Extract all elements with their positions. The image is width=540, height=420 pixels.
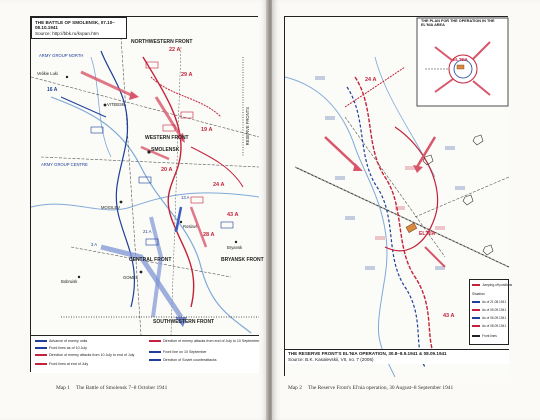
caption-text: The Reserve Front's El'nia operation, 30 August–8 September 1941: [307, 385, 454, 391]
city-velikie-luki: Velikie Luki: [37, 71, 58, 76]
right-page: [272, 0, 540, 420]
label-southwestern-front: SOUTHWESTERN FRONT: [153, 319, 215, 325]
label-western-front: WESTERN FRONT: [145, 135, 189, 141]
label-13-army: 13 A: [181, 195, 190, 200]
city-smolensk: SMOLENSK: [151, 147, 180, 153]
map-title-box: [31, 17, 127, 39]
legend-item: Direction of Soviet counterattacks: [149, 358, 217, 362]
legend-item: Front lines: [472, 334, 497, 338]
label-army-group-centre: ARMY GROUP CENTRE: [41, 162, 88, 167]
map-legend: [31, 335, 259, 373]
label-43-army: 43 A: [227, 212, 239, 218]
label-24-army: 24 A: [213, 182, 225, 188]
legend-item: Jumping-off positions: [472, 283, 512, 287]
map-title: THE BATTLE OF SMOLENSK, 07.10–08.10.1941: [35, 19, 115, 31]
inset-title: THE PLAN FOR THE OPERATION IN THE EL'NIA AREA: [421, 19, 495, 27]
map-title-box: [285, 349, 509, 364]
city-bryansk: Bryansk: [227, 245, 243, 250]
label-24-army: 24 A: [365, 77, 377, 83]
smolensk-map: [30, 16, 264, 372]
smolensk-map-graphic: [31, 17, 259, 335]
legend-item: As of 06.09.1941: [472, 316, 506, 320]
map-source: Source: B.K. Kasalevskii, VII, no. 7 (2006): [288, 357, 374, 362]
label-20-army: 20 A: [161, 167, 173, 173]
caption-number: Map 1: [56, 385, 70, 391]
label-28-army: 28 A: [203, 232, 215, 238]
legend-item: Direction of enemy attacks from 10 July to end of July: [35, 353, 134, 357]
label-43-army: 43 A: [443, 313, 455, 319]
map-title: THE RESERVE FRONT'S EL'NIA OPERATION, 30.8–8.9.1941 & 08.09.1941: [288, 351, 447, 356]
left-page: [0, 0, 268, 420]
caption-number: Map 2: [288, 385, 302, 391]
label-16-army: 16 A: [47, 87, 58, 93]
label-elnia-inset: EL'NIA: [453, 57, 468, 62]
elnia-legend: [469, 279, 513, 345]
label-northwestern-front: NORTHWESTERN FRONT: [131, 39, 193, 45]
city-bobruisk: Bobruisk: [61, 279, 78, 284]
label-29-army: 29 A: [181, 72, 193, 78]
label-central-front: CENTRAL FRONT: [129, 257, 172, 263]
label-bryansk-front: BRYANSK FRONT: [221, 257, 264, 263]
elnia-map: [284, 16, 513, 376]
legend-item: Front line on 10 September: [149, 350, 207, 354]
map-caption: [56, 385, 167, 391]
label-army-group-north: ARMY GROUP NORTH: [39, 53, 84, 58]
label-19-army: 19 A: [201, 127, 213, 133]
label-22-army: 22 A: [169, 47, 181, 53]
legend-item: Direction of enemy attacks from end of July to 10 September: [149, 339, 259, 343]
legend-item: As of 21.08.1941: [472, 300, 506, 304]
legend-item: Advance of enemy units: [35, 339, 87, 343]
label-reserve-fronts: RESERVE FRONTS: [245, 107, 250, 146]
city-vitebsk: VITEBSK: [107, 102, 125, 107]
label-3-army: 3 A: [91, 242, 98, 247]
label-elnia: EL'NIA: [419, 231, 436, 237]
caption-text: The Battle of Smolensk 7–8 October 1941: [75, 385, 168, 391]
map-caption: [288, 385, 453, 391]
legend-item: As of 05.09.1941: [472, 308, 506, 312]
legend-item: As of 08.09.1941: [472, 324, 506, 328]
city-mogilev: MOGILEV: [101, 205, 121, 210]
city-roslavl: Roslavl: [183, 224, 197, 229]
map-source: Source: http://bbk.ru/kvpan.htm: [35, 30, 99, 36]
label-21-army: 21 A: [143, 229, 152, 234]
city-gomel: GOMEL: [123, 275, 139, 280]
legend-item: Situation:: [472, 292, 486, 296]
legend-item: Front lines as of 10 July: [35, 346, 87, 350]
legend-item: Front lines at end of July: [35, 362, 88, 366]
